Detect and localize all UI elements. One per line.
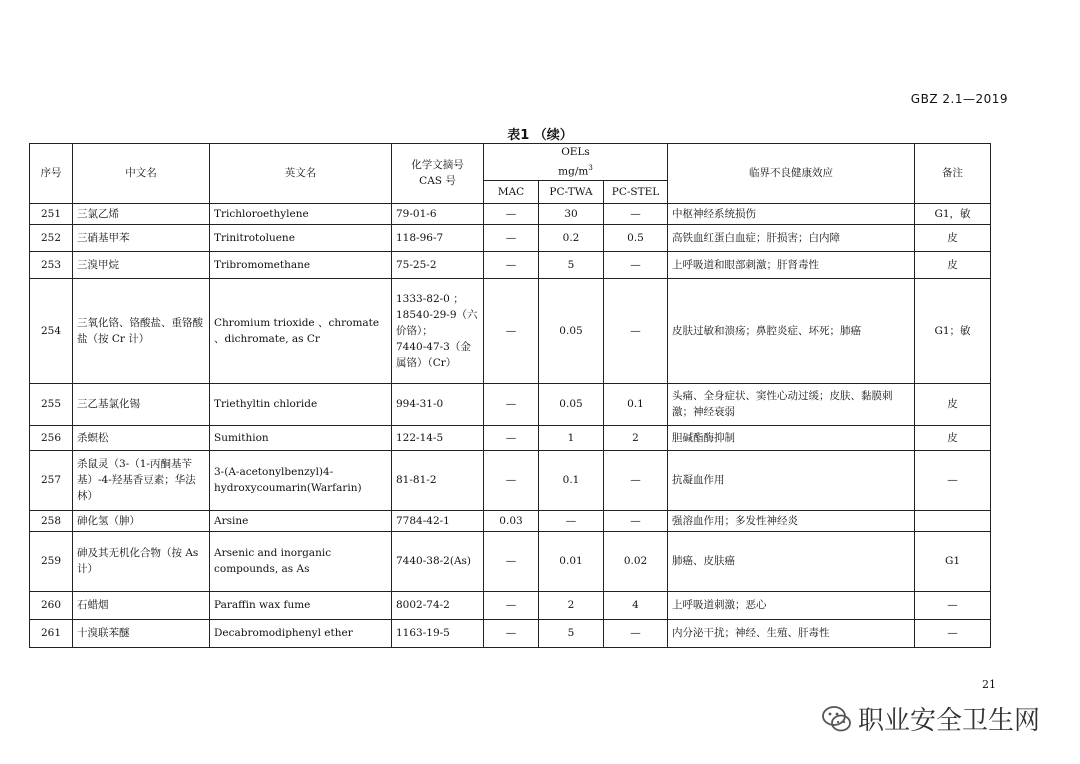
table-row <box>30 591 991 619</box>
row-note: — <box>915 450 991 510</box>
table-row <box>30 203 991 224</box>
row-cn-name: 三氯乙烯 <box>73 203 210 224</box>
row-effect: 抗凝血作用 <box>668 450 915 510</box>
header-seq: 序号 <box>30 144 73 204</box>
row-mac: — <box>484 224 539 251</box>
row-cn-name: 砷及其无机化合物（按 As 计） <box>73 531 210 591</box>
row-cn-name: 三硝基甲苯 <box>73 224 210 251</box>
row-effect: 头痛、全身症状、窦性心动过缓；皮肤、黏膜刺激；神经衰弱 <box>668 383 915 425</box>
row-mac: — <box>484 251 539 278</box>
row-cas: 1333-82-0 ； 18540-29-9（六价铬）； 7440-47-3（金属铬）（Cr） <box>392 278 484 383</box>
row-note: G1 <box>915 531 991 591</box>
row-seq: 261 <box>30 619 73 647</box>
row-effect: 皮肤过敏和溃疡；鼻腔炎症、坏死；肺癌 <box>668 278 915 383</box>
row-en-name: Arsine <box>210 510 392 531</box>
row-note: 皮 <box>915 224 991 251</box>
watermark-text: 职业安全卫生网 <box>858 706 1041 736</box>
row-note: 皮 <box>915 251 991 278</box>
row-effect: 上呼吸道刺激；恶心 <box>668 591 915 619</box>
row-seq: 259 <box>30 531 73 591</box>
row-en-name: 3-(A-acetonylbenzyl)4-hydroxycoumarin(Warfarin) <box>210 450 392 510</box>
row-stel: — <box>604 278 668 383</box>
row-note: — <box>915 619 991 647</box>
table-row <box>30 278 991 383</box>
table-row <box>30 383 991 425</box>
row-effect: 胆碱酯酶抑制 <box>668 425 915 450</box>
row-effect: 强溶血作用；多发性神经炎 <box>668 510 915 531</box>
row-cn-name: 杀鼠灵（3-（1-丙酮基苄基）-4-羟基香豆素；华法林） <box>73 450 210 510</box>
row-stel: — <box>604 510 668 531</box>
row-mac: — <box>484 425 539 450</box>
row-mac: — <box>484 591 539 619</box>
row-seq: 258 <box>30 510 73 531</box>
row-seq: 260 <box>30 591 73 619</box>
row-mac: — <box>484 278 539 383</box>
row-twa: 0.05 <box>539 278 604 383</box>
row-stel: 4 <box>604 591 668 619</box>
row-twa: 30 <box>539 203 604 224</box>
row-stel: 2 <box>604 425 668 450</box>
row-cn-name: 杀螟松 <box>73 425 210 450</box>
row-twa: 5 <box>539 251 604 278</box>
row-effect: 内分泌干扰；神经、生殖、肝毒性 <box>668 619 915 647</box>
standard-code: GBZ 2.1—2019 <box>910 92 1008 106</box>
row-en-name: Trinitrotoluene <box>210 224 392 251</box>
oel-table <box>29 143 991 648</box>
row-effect: 上呼吸道和眼部刺激；肝肾毒性 <box>668 251 915 278</box>
row-cas: 7440-38-2(As) <box>392 531 484 591</box>
row-twa: — <box>539 510 604 531</box>
table-row <box>30 531 991 591</box>
row-note: 皮 <box>915 425 991 450</box>
row-twa: 5 <box>539 619 604 647</box>
wechat-icon <box>820 702 854 736</box>
row-en-name: Chromium trioxide 、chromate 、dichromate, as Cr <box>210 278 392 383</box>
row-seq: 251 <box>30 203 73 224</box>
row-note: G1，敏 <box>915 203 991 224</box>
header-note: 备注 <box>915 144 991 204</box>
header-cn-name: 中文名 <box>73 144 210 204</box>
row-cas: 7784-42-1 <box>392 510 484 531</box>
row-effect: 肺癌、皮肤癌 <box>668 531 915 591</box>
row-en-name: Arsenic and inorganic compounds, as As <box>210 531 392 591</box>
row-cn-name: 三乙基氯化锡 <box>73 383 210 425</box>
row-cas: 1163-19-5 <box>392 619 484 647</box>
row-en-name: Decabromodiphenyl ether <box>210 619 392 647</box>
row-note: — <box>915 591 991 619</box>
row-cn-name: 石蜡烟 <box>73 591 210 619</box>
header-effect: 临界不良健康效应 <box>668 144 915 204</box>
row-cas: 994-31-0 <box>392 383 484 425</box>
row-mac: — <box>484 383 539 425</box>
row-twa: 0.01 <box>539 531 604 591</box>
row-en-name: Paraffin wax fume <box>210 591 392 619</box>
row-seq: 254 <box>30 278 73 383</box>
row-mac: — <box>484 619 539 647</box>
row-effect: 中枢神经系统损伤 <box>668 203 915 224</box>
row-twa: 1 <box>539 425 604 450</box>
row-en-name: Sumithion <box>210 425 392 450</box>
header-en-name: 英文名 <box>210 144 392 204</box>
row-mac: — <box>484 450 539 510</box>
header-twa: PC-TWA <box>539 180 604 203</box>
table-row <box>30 619 991 647</box>
row-stel: — <box>604 450 668 510</box>
header-stel: PC-STEL <box>604 180 668 203</box>
row-note: 皮 <box>915 383 991 425</box>
row-stel: 0.02 <box>604 531 668 591</box>
row-seq: 253 <box>30 251 73 278</box>
row-mac: — <box>484 531 539 591</box>
row-twa: 0.1 <box>539 450 604 510</box>
row-twa: 0.2 <box>539 224 604 251</box>
row-cn-name: 十溴联苯醚 <box>73 619 210 647</box>
row-cas: 8002-74-2 <box>392 591 484 619</box>
row-cn-name: 三氧化铬、铬酸盐、重铬酸盐（按 Cr 计） <box>73 278 210 383</box>
row-mac: 0.03 <box>484 510 539 531</box>
row-en-name: Triethyltin chloride <box>210 383 392 425</box>
row-cas: 81-81-2 <box>392 450 484 510</box>
row-cas: 122-14-5 <box>392 425 484 450</box>
row-seq: 252 <box>30 224 73 251</box>
table-caption: 表1 （续） <box>507 128 573 143</box>
page-number: 21 <box>982 678 996 691</box>
row-note <box>915 510 991 531</box>
row-effect: 高铁血红蛋白血症；肝损害；白内障 <box>668 224 915 251</box>
row-stel: — <box>604 251 668 278</box>
watermark <box>820 700 1040 737</box>
header-oels <box>484 144 668 181</box>
row-cas: 79-01-6 <box>392 203 484 224</box>
row-twa: 0.05 <box>539 383 604 425</box>
table-row <box>30 251 991 278</box>
header-oels-label: OELs <box>561 146 590 158</box>
row-seq: 255 <box>30 383 73 425</box>
header-mac: MAC <box>484 180 539 203</box>
row-stel: 0.5 <box>604 224 668 251</box>
row-cn-name: 砷化氢（胂） <box>73 510 210 531</box>
table-row <box>30 510 991 531</box>
row-en-name: Trichloroethylene <box>210 203 392 224</box>
row-stel: — <box>604 203 668 224</box>
row-cn-name: 三溴甲烷 <box>73 251 210 278</box>
header-unit: $mg/m^3$ <box>558 164 593 178</box>
row-stel: — <box>604 619 668 647</box>
table-row <box>30 450 991 510</box>
row-en-name: Tribromomethane <box>210 251 392 278</box>
row-seq: 256 <box>30 425 73 450</box>
row-stel: 0.1 <box>604 383 668 425</box>
row-seq: 257 <box>30 450 73 510</box>
table-row <box>30 425 991 450</box>
row-twa: 2 <box>539 591 604 619</box>
row-cas: 75-25-2 <box>392 251 484 278</box>
row-note: G1；敏 <box>915 278 991 383</box>
row-mac: — <box>484 203 539 224</box>
header-cas: 化学文摘号 CAS 号 <box>392 144 484 204</box>
table-row <box>30 224 991 251</box>
row-cas: 118-96-7 <box>392 224 484 251</box>
